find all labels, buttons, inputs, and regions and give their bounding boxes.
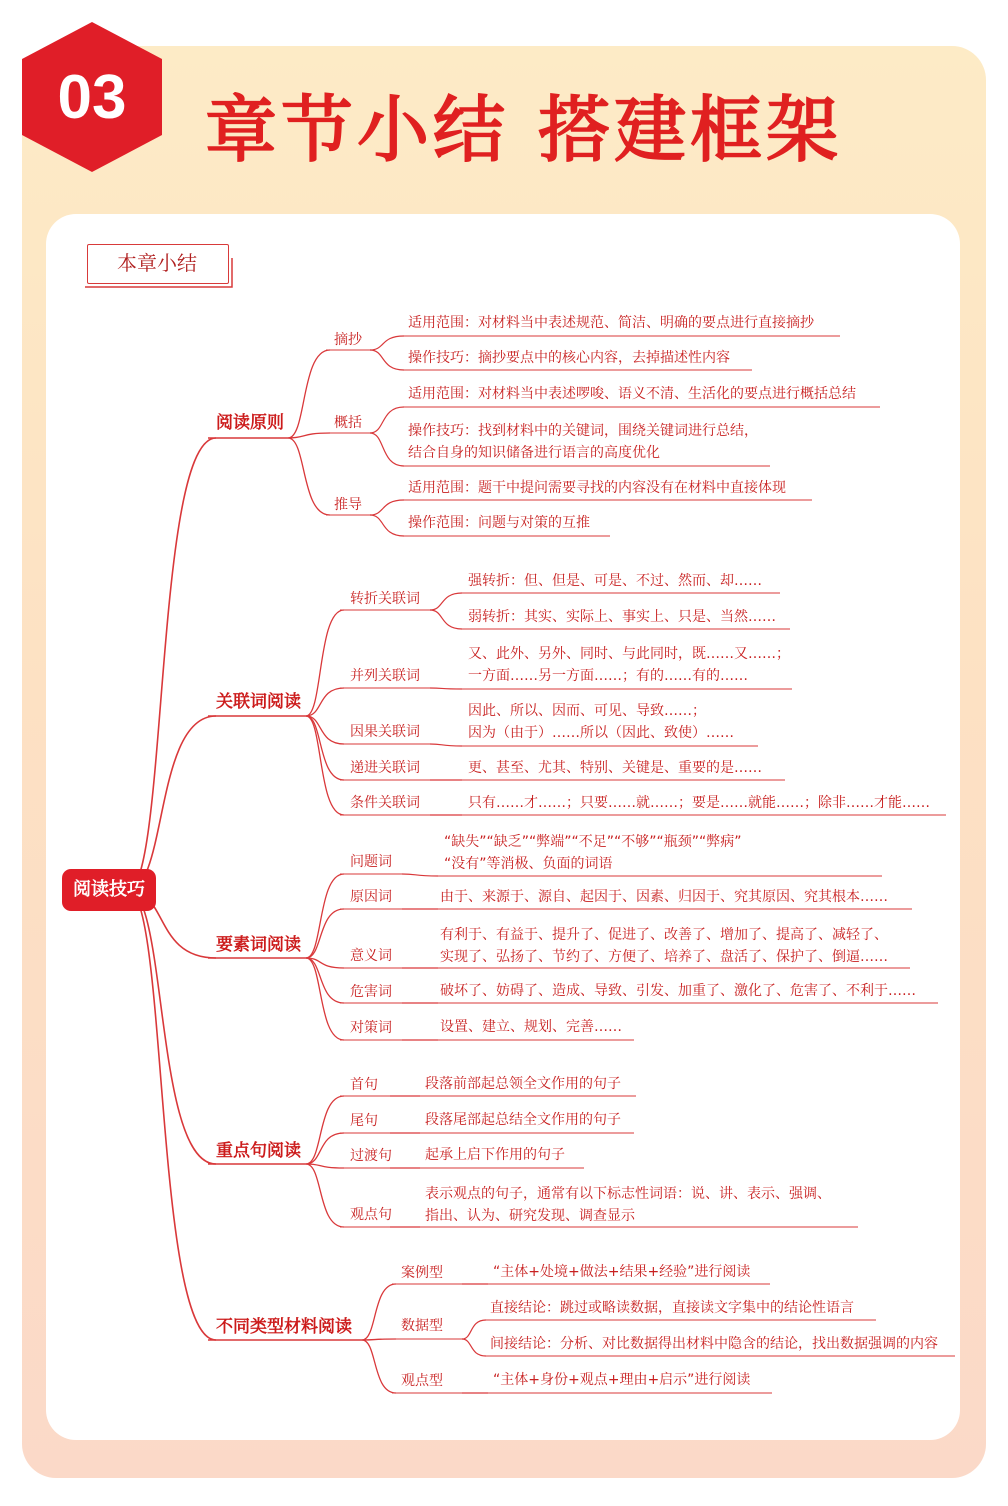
connector-line <box>370 515 404 536</box>
leaf-text: 只有……才……；只要……就……；要是……就能……；除非……才能…… <box>468 795 930 811</box>
connector-line <box>370 407 404 433</box>
node-transition-sentence: 过渡句 <box>350 1148 392 1164</box>
node-causal: 因果关联词 <box>350 724 420 740</box>
connector-line <box>128 890 216 1164</box>
connector-line <box>370 433 404 466</box>
leaf-text: 有利于、有益于、提升了、促进了、改善了、增加了、提高了、减轻了、 实现了、弘扬了、节约了、方便了、培养了、盘活了、保护了、倒逼…… <box>440 927 888 965</box>
page-title: 章节小结 搭建框架 <box>205 88 843 172</box>
node-parallel: 并列关联词 <box>350 668 420 684</box>
leaf-text: 适用范围：题干中提问需要寻找的内容没有在材料中直接体现 <box>408 480 786 496</box>
leaf-text: 弱转折：其实、实际上、事实上、只是、当然…… <box>468 609 776 625</box>
leaf-text: 直接结论：跳过或略读数据，直接读文字集中的结论性语言 <box>490 1300 854 1316</box>
connector-line <box>462 1320 486 1339</box>
leaf-text: 段落前部起总领全文作用的句子 <box>425 1076 621 1092</box>
leaf-text: 由于、来源于、源自、起因于、因素、归因于、究其原因、究其根本…… <box>440 889 888 905</box>
connector-line <box>306 1164 344 1227</box>
node-adversative: 转折关联词 <box>350 591 420 607</box>
leaf-text: 操作范围：问题与对策的互推 <box>408 515 590 531</box>
leaf-text: 设置、建立、规划、完善…… <box>440 1019 622 1035</box>
node-cause-words: 原因词 <box>350 889 392 905</box>
connector-line <box>306 958 344 1040</box>
node-opinion-sentence: 观点句 <box>350 1207 392 1223</box>
badge-number: 03 <box>57 63 127 132</box>
connector-line <box>306 1096 344 1164</box>
connector-line <box>430 593 462 610</box>
branch-conjunctions: 关联词阅读 <box>216 692 301 712</box>
branch-reading-principles: 阅读原则 <box>216 413 284 433</box>
connector-line <box>462 1339 486 1356</box>
branch-material-types: 不同类型材料阅读 <box>216 1317 352 1337</box>
connector-line <box>306 1133 344 1164</box>
leaf-text: 操作技巧：摘抄要点中的核心内容，去掉描述性内容 <box>408 350 730 366</box>
node-progressive: 递进关联词 <box>350 760 420 776</box>
node-meaning-words: 意义词 <box>350 948 392 964</box>
node-deduce: 推导 <box>334 497 362 513</box>
leaf-text: 适用范围：对材料当中表述啰唆、语义不清、生活化的要点进行概括总结 <box>408 386 856 402</box>
node-problem-words: 问题词 <box>350 854 392 870</box>
leaf-text: “主体+处境+做法+结果+经验”进行阅读 <box>493 1264 751 1280</box>
connector-line <box>288 350 330 438</box>
connector-line <box>128 716 216 890</box>
connector-line <box>362 1339 396 1340</box>
leaf-text: 又、此外、另外、同时、与此同时，既……又……； 一方面……另一方面……；有的……有的…… <box>468 646 790 684</box>
leaf-text: 表示观点的句子，通常有以下标志性词语：说、讲、表示、强调、 指出、认为、研究发现、调查显示 <box>425 1186 831 1224</box>
node-harm-words: 危害词 <box>350 984 392 1000</box>
connector-line <box>370 336 404 350</box>
leaf-text: 操作技巧：找到材料中的关键词，围绕关键词进行总结， 结合自身的知识储备进行语言的高度优化 <box>408 423 758 461</box>
leaf-text: 段落尾部起总结全文作用的句子 <box>425 1112 621 1128</box>
connector-line <box>128 438 216 890</box>
node-excerpt: 摘抄 <box>334 332 362 348</box>
connector-line <box>370 500 404 515</box>
connector-line <box>430 610 462 629</box>
node-last-sentence: 尾句 <box>350 1113 378 1129</box>
branch-element-words: 要素词阅读 <box>216 935 301 955</box>
connector-line <box>430 744 462 746</box>
node-conditional: 条件关联词 <box>350 795 420 811</box>
root-node: 阅读技巧 <box>62 869 156 911</box>
leaf-text: 更、甚至、尤其、特别、关键是、重要的是…… <box>468 760 762 776</box>
connector-line <box>306 716 344 780</box>
leaf-text: 起承上启下作用的句子 <box>425 1147 565 1163</box>
leaf-text: 强转折：但、但是、可是、不过、然而、却…… <box>468 573 762 589</box>
leaf-text: 间接结论：分析、对比数据得出材料中隐含的结论，找出数据强调的内容 <box>490 1336 938 1352</box>
leaf-text: 因此、所以、因而、可见、导致……； 因为（由于）……所以（因此、致使）…… <box>468 703 734 741</box>
connector-line <box>362 1340 396 1393</box>
node-summarize: 概括 <box>334 415 362 431</box>
connector-line <box>306 874 344 958</box>
section-tag: 本章小结 <box>117 251 197 275</box>
connector-line <box>370 350 404 370</box>
branch-key-sentences: 重点句阅读 <box>216 1141 301 1161</box>
connector-line <box>306 716 344 815</box>
leaf-text: 适用范围：对材料当中表述规范、简洁、明确的要点进行直接摘抄 <box>408 315 814 331</box>
connector-line <box>306 610 344 716</box>
connector-line <box>306 909 344 958</box>
connector-line <box>362 1284 396 1340</box>
node-countermeasure-words: 对策词 <box>350 1020 392 1036</box>
connector-line <box>288 438 330 515</box>
node-first-sentence: 首句 <box>350 1077 378 1093</box>
leaf-text: “缺失”“缺乏”“弊端”“不足”“不够”“瓶颈”“弊病” “没有”等消极、负面的词语 <box>444 834 742 872</box>
node-data-type: 数据型 <box>401 1318 443 1334</box>
node-opinion-type: 观点型 <box>401 1373 443 1389</box>
node-case-type: 案例型 <box>401 1265 443 1281</box>
connector-line <box>430 688 462 689</box>
leaf-text: “主体+身份+观点+理由+启示”进行阅读 <box>493 1372 751 1388</box>
leaf-text: 破坏了、妨碍了、造成、导致、引发、加重了、激化了、危害了、不利于…… <box>440 983 916 999</box>
connector-line <box>402 874 438 876</box>
